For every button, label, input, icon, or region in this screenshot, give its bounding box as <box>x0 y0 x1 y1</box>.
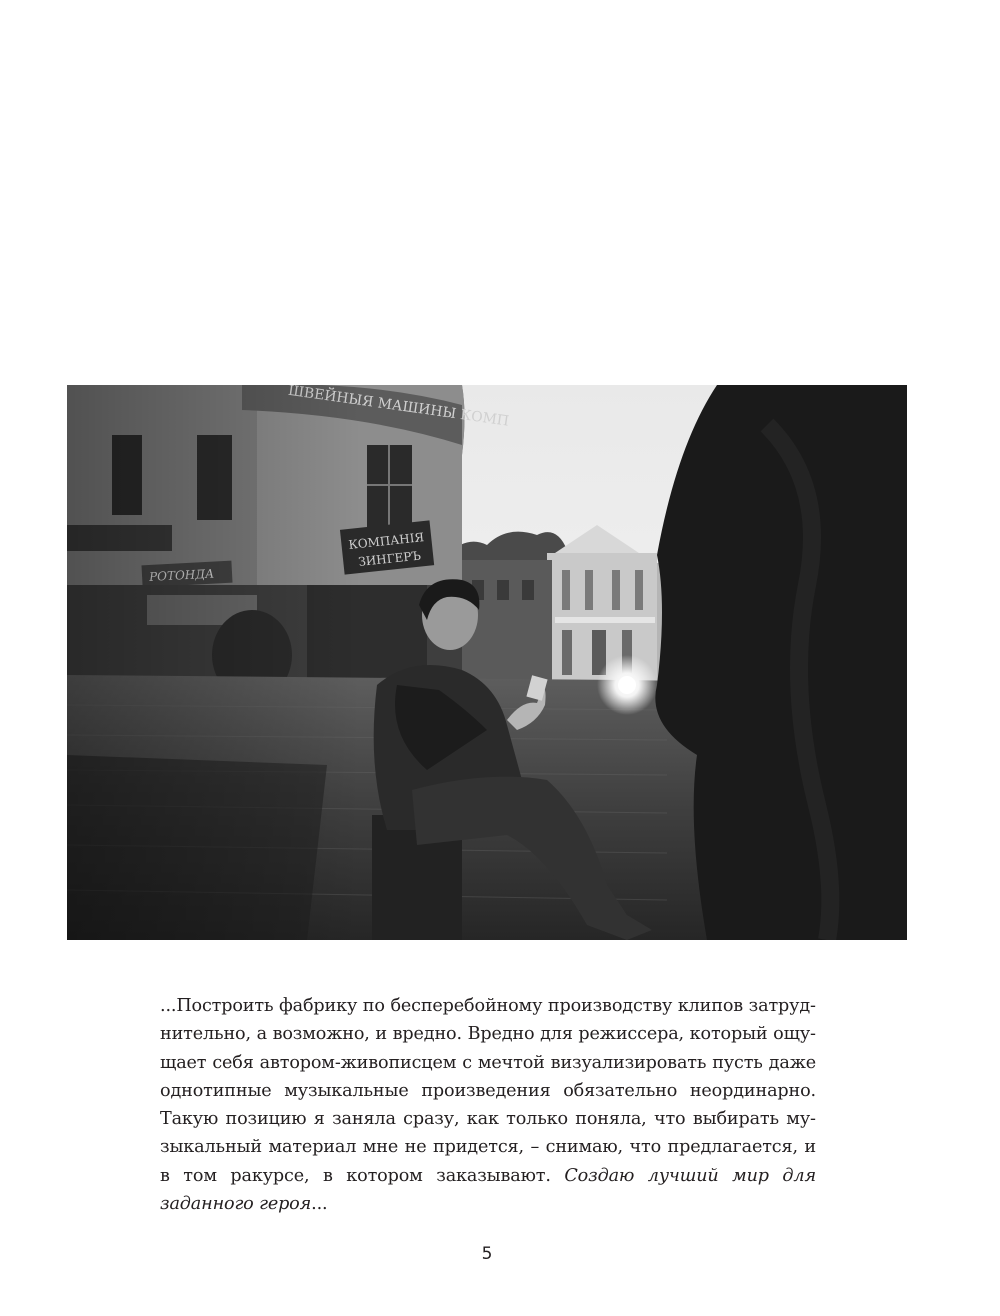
paragraph-text: ...Построить фабрику по бесперебойному производству клипов затруднительно, а возможно, и вредно. Вредно для режиссера, который ощущает себя автором-живописцем с мечтой визуализировать пусть даже однотипные музыкальные произведения обязательно неординарно. Такую позицию я заняла сразу, как только поняла, что выбирать музыкальный материал мне не придется, – снимаю, что предлагается, и в том ракурсе, в котором заказывают. <box>160 996 816 1186</box>
film-set-photo <box>67 385 907 940</box>
paragraph-ellipsis: ... <box>311 1194 328 1215</box>
page-number: 5 <box>481 1244 493 1264</box>
body-paragraph <box>160 992 816 1218</box>
paragraph-italic: Создаю лучший мир для заданного героя <box>160 1165 816 1215</box>
